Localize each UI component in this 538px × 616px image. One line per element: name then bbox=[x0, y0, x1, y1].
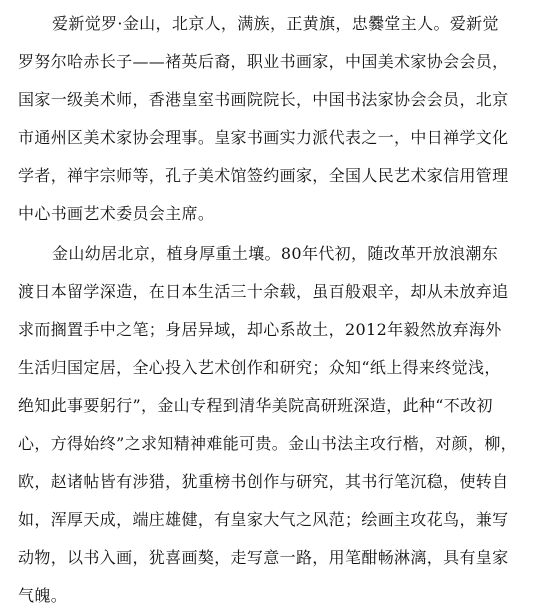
paragraph-1-line-1: 爱新觉罗·金山，北京人，满族，正黄旗，忠爨堂主人。爱新觉 bbox=[52, 14, 499, 33]
paragraph-2-line-1: 金山幼居北京，植身厚重土壤。80年代初，随改革开放浪潮东 bbox=[52, 244, 499, 263]
paragraph-2-line-9: 动物，以书入画，犹喜画獒，走写意一路，用笔酣畅淋漓，具有皇家 bbox=[18, 548, 509, 567]
paragraph-1-line-4: 市通州区美术家协会理事。皇家书画实力派代表之一，中日禅学文化 bbox=[18, 128, 509, 147]
paragraph-1-line-2: 罗努尔哈赤长子——褚英后裔，职业书画家，中国美术家协会会员， bbox=[18, 52, 509, 71]
paragraph-1-line-5: 学者，禅宇宗师等，孔子美术馆签约画家，全国人民艺术家信用管理 bbox=[18, 166, 509, 185]
paragraph-2-line-3: 求而搁置手中之笔；身居异域，却心系故土，2012年毅然放弃海外 bbox=[18, 320, 502, 339]
paragraph-2-line-6: 心，方得始终”之求知精神难能可贵。金山书法主攻行楷，对颜，柳， bbox=[18, 434, 518, 453]
paragraph-1-line-3: 国家一级美术师，香港皇室书画院院长，中国书法家协会会员，北京 bbox=[18, 90, 509, 109]
paragraph-2-line-2: 渡日本留学深造，在日本生活三十余载，虽百般艰辛，却从未放弃追 bbox=[18, 282, 509, 301]
paragraph-1-line-6: 中心书画艺术委员会主席。 bbox=[18, 204, 215, 223]
paragraph-2-line-10: 气魄。 bbox=[18, 586, 68, 605]
paragraph-2-line-7: 欧，赵诸帖皆有涉猎，犹重榜书创作与研究，其书行笔沉稳，使转自 bbox=[18, 472, 509, 491]
paragraph-2-line-4: 生活归国定居，全心投入艺术创作和研究；众知“纸上得来终觉浅， bbox=[18, 358, 501, 377]
paragraph-2-line-5: 绝知此事要躬行”，金山专程到清华美院高研班深造，此种“不改初 bbox=[18, 396, 493, 415]
paragraph-2-line-8: 如，浑厚天成，端庄雄健，有皇家大气之风范；绘画主攻花鸟，兼写 bbox=[18, 510, 509, 529]
